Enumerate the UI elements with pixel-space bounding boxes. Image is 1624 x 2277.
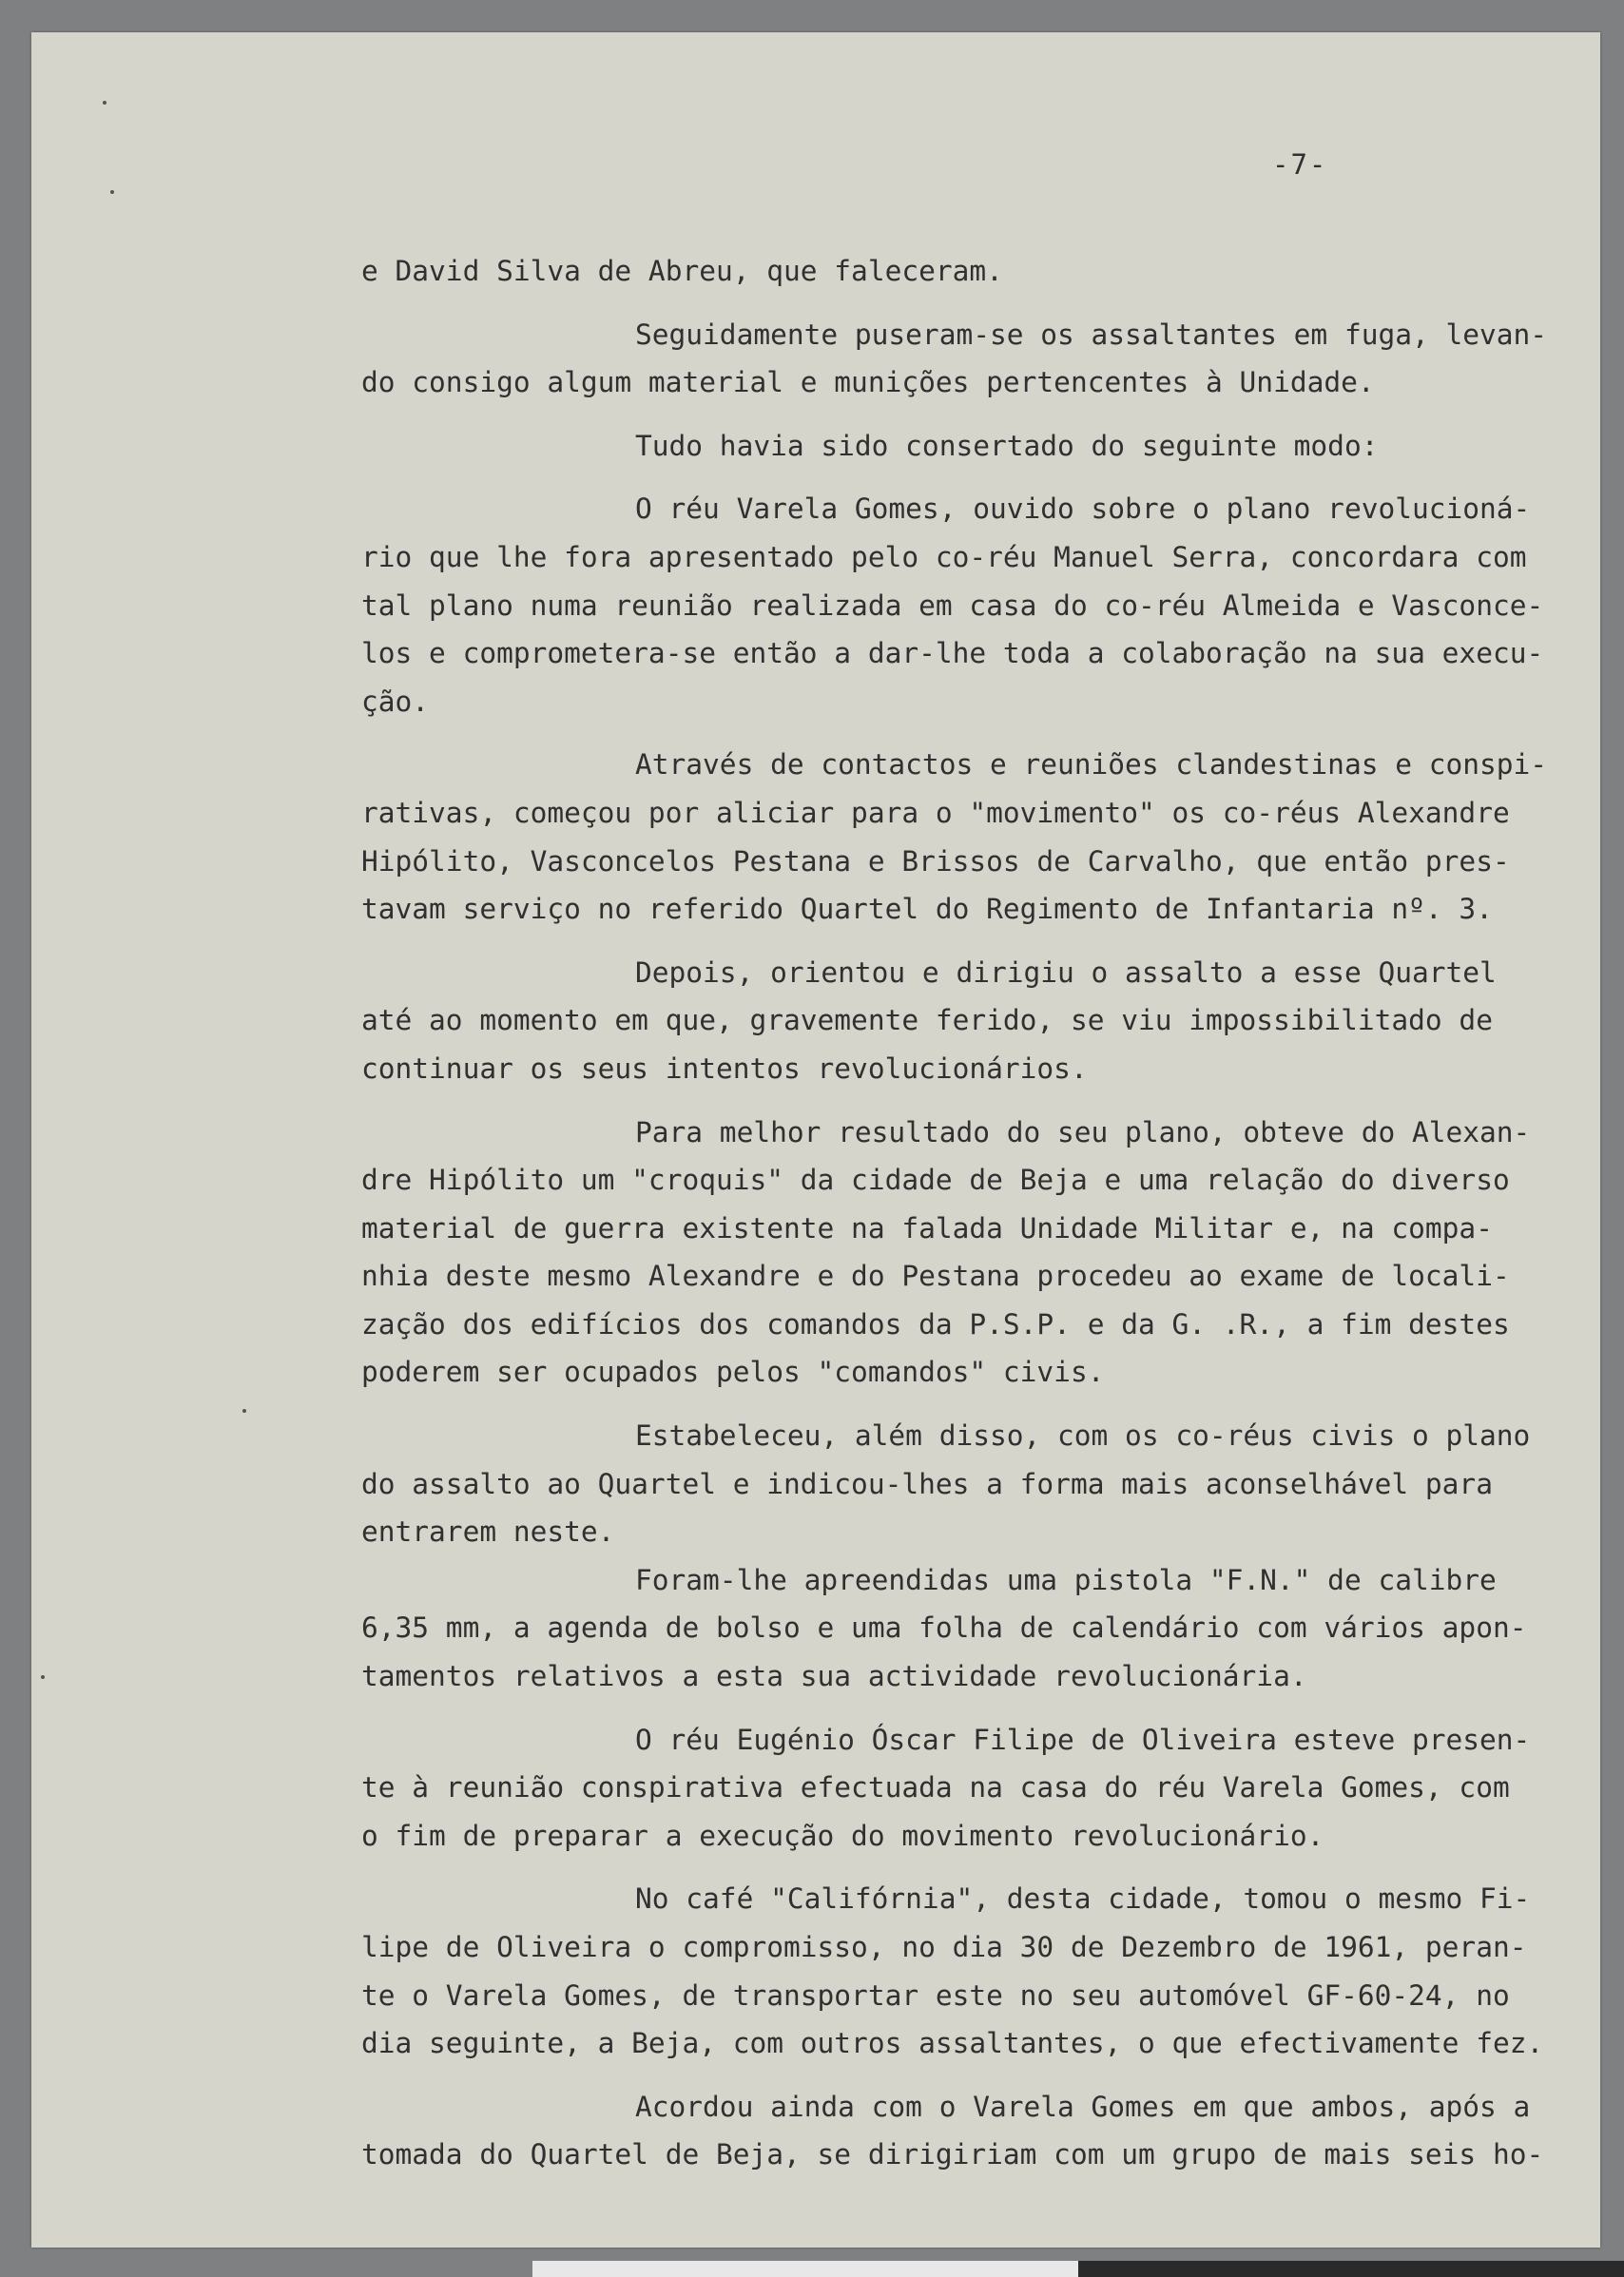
text-line: até ao momento em que, gravemente ferido, se viu impossibilitado de [361, 1004, 1493, 1037]
text-line: material de guerra existente na falada Unidade Militar e, na compa- [361, 1211, 1493, 1245]
text-line: nhia deste mesmo Alexandre e do Pestana procedeu ao exame de locali- [361, 1260, 1510, 1293]
text-line: Acordou ainda com o Varela Gomes em que ambos, após a [635, 2090, 1531, 2123]
text-line: 6,35 mm, a agenda de bolso e uma folha de calendário com vários apon- [361, 1611, 1527, 1645]
text-line: te o Varela Gomes, de transportar este no seu automóvel GF-60-24, no [361, 1978, 1510, 2012]
paper-speck [110, 190, 114, 194]
text-line: do consigo algum material e munições pertencentes à Unidade. [361, 366, 1375, 399]
text-line: tamentos relativos a esta sua actividade revolucionária. [361, 1660, 1307, 1693]
text-line: O réu Eugénio Óscar Filipe de Oliveira esteve presen- [635, 1723, 1531, 1756]
color-scale-bar [532, 2261, 1624, 2277]
text-line: continuar os seus intentos revolucionários. [361, 1052, 1088, 1085]
text-line: dia seguinte, a Beja, com outros assaltantes, o que efectivamente fez. [361, 2027, 1544, 2060]
text-line: No café "Califórnia", desta cidade, tomou o mesmo Fi- [635, 1882, 1531, 1916]
text-line: O réu Varela Gomes, ouvido sobre o plano revolucioná- [635, 492, 1531, 526]
text-line: do assalto ao Quartel e indicou-lhes a forma mais aconselhável para [361, 1467, 1493, 1500]
text-line: rativas, começou por aliciar para o "movimento" os co-réus Alexandre [361, 796, 1510, 829]
text-line: tavam serviço no referido Quartel do Regimento de Infantaria nº. 3. [361, 893, 1493, 926]
text-line: entrarem neste. [361, 1515, 615, 1549]
paper-speck [103, 101, 106, 105]
text-line: lipe de Oliveira o compromisso, no dia 30 de Dezembro de 1961, peran- [361, 1931, 1527, 1963]
text-line: o fim de preparar a execução do movimento revolucionário. [361, 1819, 1324, 1852]
text-line: Foram-lhe apreendidas uma pistola "F.N." de calibre [635, 1563, 1497, 1596]
text-line: dre Hipólito um "croquis" da cidade de Beja e uma relação do diverso [361, 1164, 1510, 1197]
text-line: rio que lhe fora apresentado pelo co-réu Manuel Serra, concordara com [361, 540, 1527, 573]
page-number: -7- [1272, 148, 1328, 181]
text-line: ção. [361, 685, 430, 718]
text-line: te à reunião conspirativa efectuada na casa do réu Varela Gomes, com [361, 1771, 1510, 1804]
text-line: tal plano numa reunião realizada em casa do co-réu Almeida e Vasconce- [361, 589, 1544, 622]
text-line: Hipólito, Vasconcelos Pestana e Brissos de Carvalho, que então pres- [361, 844, 1510, 878]
text-line: Através de contactos e reuniões clandestinas e conspi- [635, 748, 1548, 782]
text-line: Depois, orientou e dirigiu o assalto a esse Quartel [635, 955, 1497, 989]
text-line: tomada do Quartel de Beja, se dirigiriam com um grupo de mais seis ho- [361, 2138, 1544, 2171]
text-line: poderem ser ocupados pelos "comandos" civis. [361, 1356, 1105, 1389]
document-page [31, 32, 1600, 2248]
paper-speck [242, 1409, 246, 1413]
text-line: Estabeleceu, além disso, com os co-réus civis o plano [635, 1419, 1531, 1453]
text-line: e David Silva de Abreu, que faleceram. [361, 255, 1003, 287]
text-line: Tudo havia sido consertado do seguinte modo: [635, 429, 1379, 462]
text-line: los e comprometera-se então a dar-lhe toda a colaboração na sua execu- [361, 637, 1544, 670]
paper-speck [41, 1675, 45, 1679]
text-line: Para melhor resultado do seu plano, obteve do Alexan- [635, 1115, 1531, 1148]
text-line: zação dos edifícios dos comandos da P.S.P. e da G. .R., a fim destes [361, 1307, 1510, 1341]
text-line: Seguidamente puseram-se os assaltantes em fuga, levan- [635, 318, 1548, 351]
document-body [361, 247, 1578, 2179]
